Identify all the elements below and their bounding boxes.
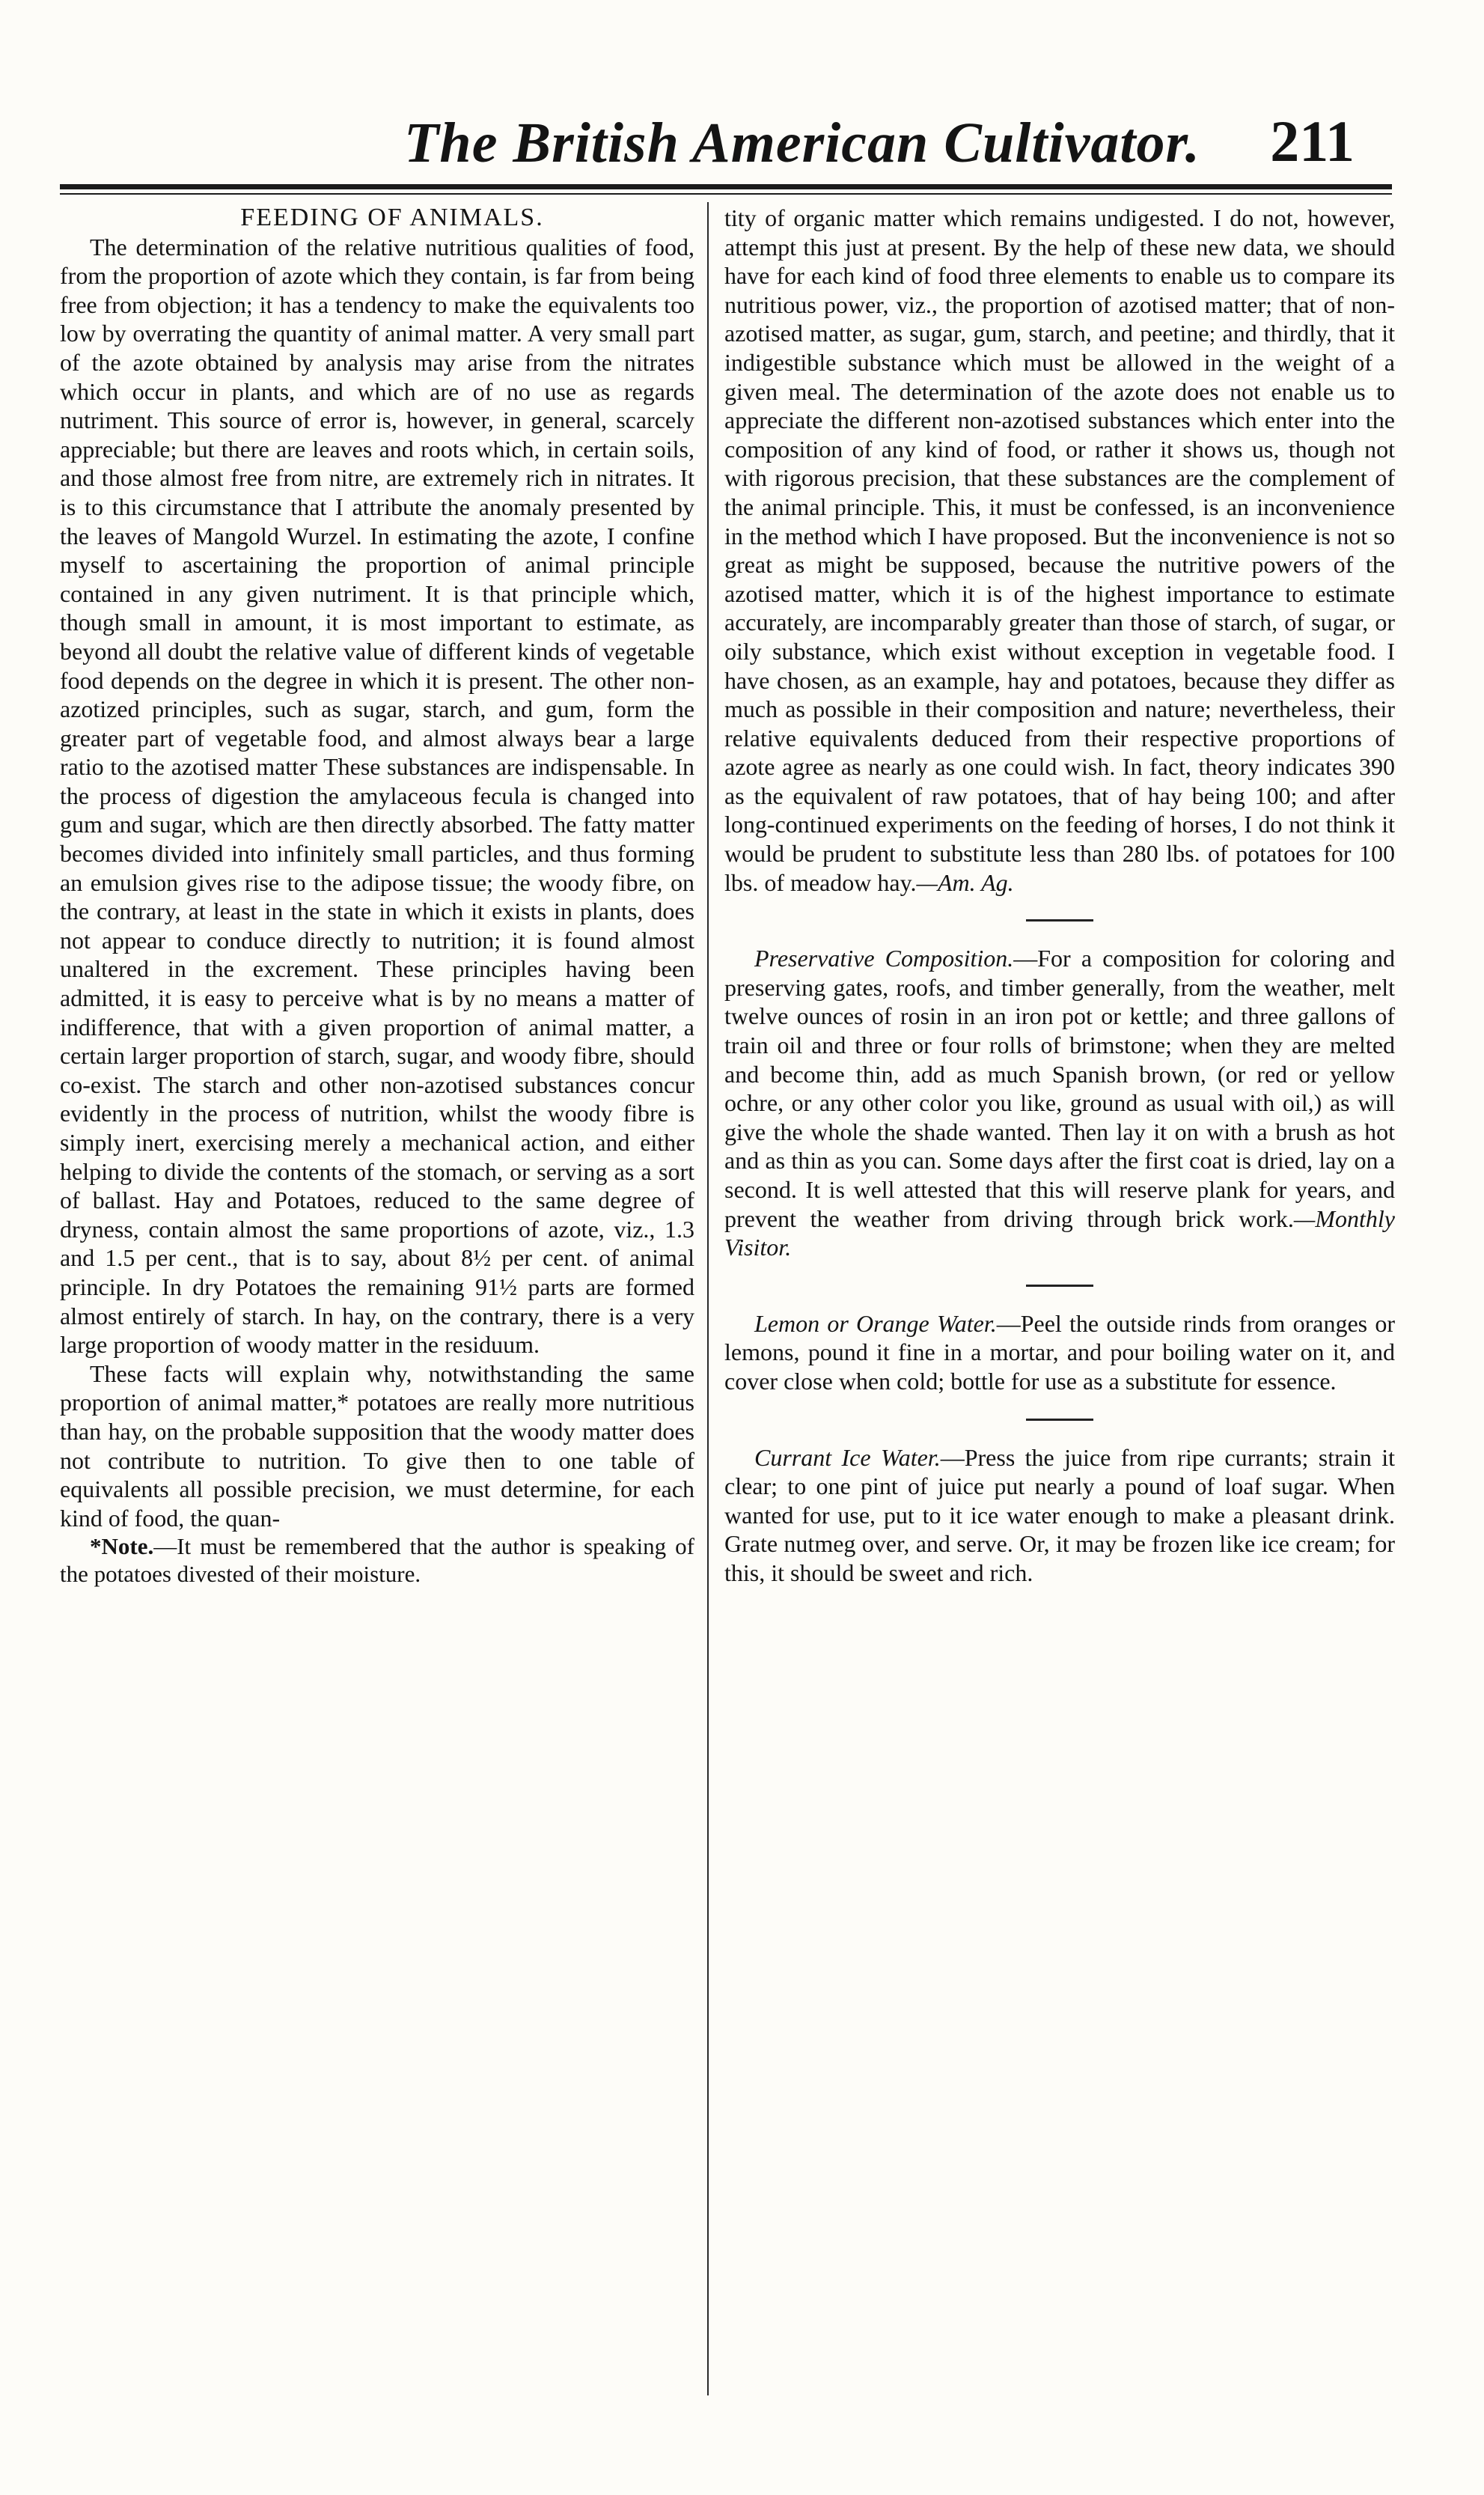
article-heading: FEEDING OF ANIMALS.: [240, 204, 544, 231]
article-continuation: [724, 204, 1395, 897]
section-title-preservative: Preservative Composition.: [754, 945, 1014, 972]
left-column: [60, 204, 694, 1588]
footnote-label: *Note.: [90, 1533, 154, 1560]
section-divider-rule: [1026, 1419, 1093, 1421]
page-number: 211: [1270, 109, 1355, 174]
header-rule-thin: [60, 193, 1392, 195]
column-divider: [707, 202, 709, 2395]
section-title-currant: Currant Ice Water.: [754, 1443, 941, 1471]
footnote-text: —It must be remembered that the author is speaking of the potatoes divested of their moisture.: [60, 1533, 694, 1588]
section-text-preservative: —For a composition for coloring and preserving gates, roofs, and timber generally, from the weather, melt twelve ounces of rosin in an iron pot or kettle; and three gallons of train oil and three or four rolls of brimstone; when they are melted and become thin, add as much Spanish brown, (or red or yellow ochre, or any other color you like, ground as usual with oil,) as will give the whole the shade wanted. Then lay it on with a brush as hot and as thin as you can. Some days after the first coat is dried, lay on a second. It is well attested that this will reserve plank for years, and prevent the weather from driving through brick work.: [724, 945, 1396, 1232]
header-rule-thick: [60, 184, 1392, 189]
section-text-lemon: —Peel the outside rinds from oranges or lemons, pound it fine in a mortar, and pour boiling water on it, and cover close when cold; bottle for use as a substitute for essence.: [724, 1309, 1396, 1395]
right-column: [724, 204, 1395, 1588]
source-signature-am-ag: —Am. Ag.: [916, 868, 1014, 896]
article-paragraph-2: These facts will explain why, notwithstanding the same proportion of animal matter,* potatoes are really more nutritious than hay, on the probable supposition that the woody matter does not contribute to nutrition. To give then to one table of equivalents all possible precision, we must determine, for each kind of food, the quan-: [60, 1359, 694, 1532]
section-divider-rule: [1026, 919, 1093, 921]
article-lemon-orange-water: [724, 1309, 1395, 1396]
section-divider-rule: [1026, 1285, 1093, 1287]
section-text-currant: —Press the juice from ripe currants; strain it clear; to one pint of juice put nearly a pound of loaf sugar. When wanted for use, put to it ice water enough to make a pleasant drink. Grate nutmeg over, and serve. Or, it may be frozen like ice cream; for this, it should be sweet and rich.: [724, 1443, 1396, 1586]
footnote: [60, 1532, 694, 1588]
section-title-lemon: Lemon or Orange Water.: [754, 1309, 997, 1337]
source-signature-monthly-visitor: —Monthly Visitor.: [724, 1204, 1395, 1261]
article-paragraph-1: The determination of the relative nutritious qualities of food, from the proportion of azote which they contain, is far from being free from objection; it has a tendency to make the equivalents too low by overrating the quantity of animal matter. A very small part of the azote obtained by analysis may arise from the nitrates which occur in plants, and which are of no use as regards nutriment. This source of error is, however, in general, scarcely appreciable; but there are leaves and roots which, in certain soils, and those almost free from nitre, are extremely rich in nitrates. It is to this circumstance that I attribute the anomaly presented by the leaves of Mangold Wurzel. In estimating the azote, I confine myself to ascertaining the proportion of animal principle contained in any given nutriment. It is that principle which, though small in amount, it is most important to estimate, as beyond all doubt the relative value of different kinds of vegetable food depends on the degree in which it is present. The other non-azotized principles, such as sugar, starch, and gum, form the greater part of vegetable food, and almost always bear a large ratio to the azotised matter These substances are indispensable. In the process of digestion the amylaceous fecula is changed into gum and sugar, which are then directly absorbed. The fatty matter becomes divided into infinitely small particles, and thus forming an emulsion gives rise to the adipose tissue; the woody fibre, on the contrary, at least in the state in which it exists in plants, does not appear to conduce directly to nutrition; it is found almost unaltered in the excrement. These principles having been admitted, it is easy to perceive what is by no means a matter of indifference, that with a given proportion of animal matter, a certain larger proportion of starch, sugar, and woody fibre, should co-exist. The starch and other non-azotised substances concur evidently in the process of nutrition, whilst the woody fibre is simply inert, exercising merely a mechanical action, and either helping to divide the contents of the stomach, or serving as a sort of ballast. Hay and Potatoes, reduced to the same degree of dryness, contain almost the same proportions of azote, viz., 1.3 and 1.5 per cent., that is to say, about 8½ per cent. of animal principle. In dry Potatoes the remaining 91½ parts are formed almost entirely of starch. In hay, on the contrary, there is a very large proportion of woody matter in the residuum.: [60, 233, 694, 1359]
running-header: [45, 97, 1377, 180]
publication-title: The British American Cultivator.: [404, 112, 1200, 174]
article-preservative-composition: [724, 944, 1395, 1262]
article-currant-ice-water: [724, 1443, 1395, 1588]
continuation-text: tity of organic matter which remains undigested. I do not, however, attempt this just at present. By the help of these new data, we should have for each kind of food three elements to enable us to compare its nutritious power, viz., the proportion of azotised matter; that of non-azotised matter, as sugar, gum, starch, and peetine; and thirdly, that it indigestible substance which must be allowed in the weight of a given meal. The determination of the azote does not enable us to appreciate the different non-azotised substances which enter into the composition of any kind of food, or rather it shows us, though not with rigorous precision, that these substances are the complement of the animal principle. This, it must be confessed, is an inconvenience in the method which I have proposed. But the inconvenience is not so great as might be supposed, because the nutritive powers of the azotised matter, which it is of the highest importance to estimate accurately, are incomparably greater than those of starch, of sugar, or oily substance, which exist without exception in vegetable food. I have chosen, as an example, hay and potatoes, because they differ as much as possible in their composition and nature; nevertheless, their relative equivalents deduced from their respective proportions of azote agree as nearly as one could wish. In fact, theory indicates 390 as the equivalent of raw potatoes, that of hay being 100; and after long-continued experiments on the feeding of horses, I do not think it would be prudent to substitute less than 280 lbs. of potatoes for 100 lbs. of meadow hay.: [724, 204, 1395, 896]
